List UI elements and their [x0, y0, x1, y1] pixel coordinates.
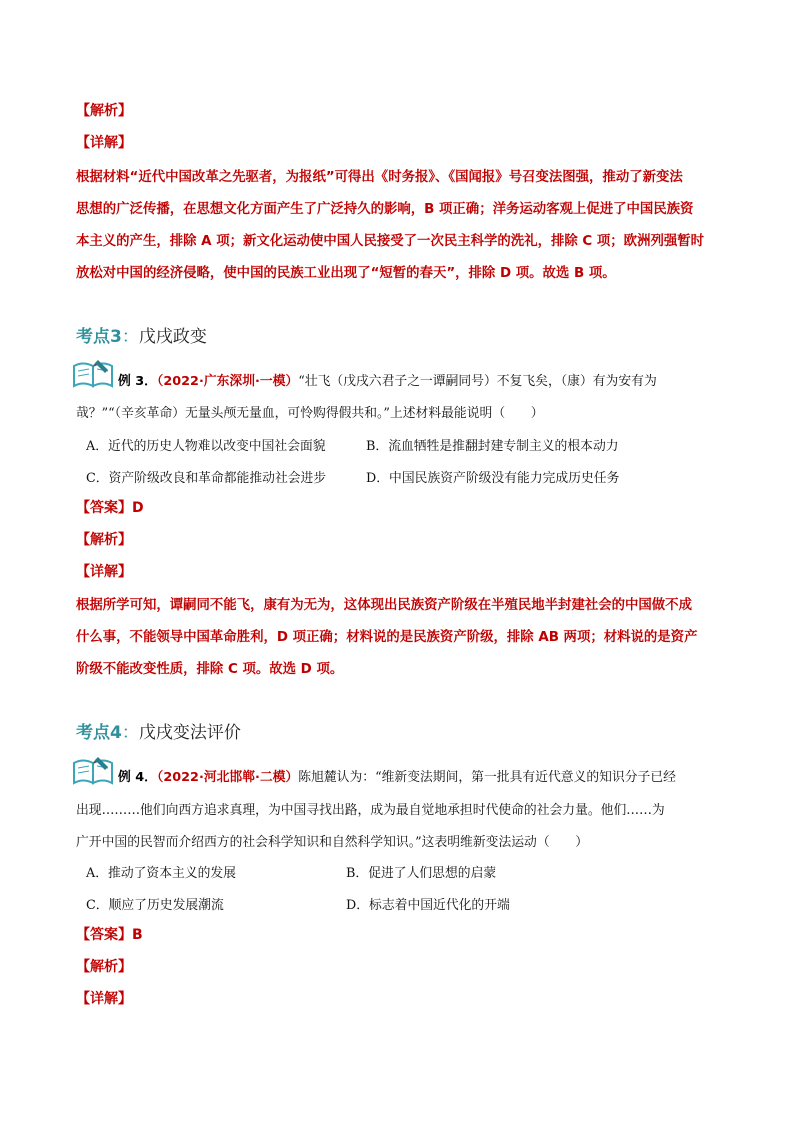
question-4-line-3: 广开中国的民智而介绍西方的社会科学知识和自然科学知识。”这表明维新变法运动（ ）: [76, 835, 589, 850]
heading-title: 戊戌政变: [138, 327, 207, 347]
heading-label: 考点: [76, 723, 110, 743]
option-a: A．近代的历史人物难以改变中国社会面貌: [86, 439, 326, 454]
question-3-line-1: [118, 370, 657, 389]
heading-colon: ：: [121, 327, 139, 347]
heading-colon: ：: [121, 723, 139, 743]
detail-line: 放松对中国的经济侵略，使中国的民族工业出现了“短暂的春天”，排除 D 项。故选 B 项。: [76, 266, 616, 281]
book-pen-icon: [72, 358, 114, 388]
detail-line: 什么事，不能领导中国革命胜利，D 项正确；材料说的是民族资产阶级，排除 AB 两项；材料说的是资产: [76, 630, 698, 645]
detail-label: 【详解】: [76, 564, 132, 580]
option-b: B．促进了人们思想的启蒙: [346, 866, 497, 881]
analysis-label: 【解析】: [76, 532, 132, 548]
book-pen-icon: [72, 755, 114, 785]
detail-line: 本主义的产生，排除 A 项；新文化运动使中国人民接受了一次民主科学的洗礼，排除 C 项；欧洲列强暂时: [76, 234, 705, 249]
question-text: 陈旭麓认为：“维新变法期间，第一批具有近代意义的知识分子已经: [298, 770, 676, 785]
example-label: 例 3．: [118, 374, 157, 389]
example-source: （2022·广东深圳·一模）: [156, 374, 299, 389]
detail-label: 【详解】: [76, 991, 132, 1007]
question-4-line-2: 出现………他们向西方追求真理，为中国寻找出路，成为最自觉地承担时代使命的社会力量。他们……为: [76, 803, 665, 818]
heading-number: 4: [110, 723, 122, 743]
question-4-line-1: [118, 766, 676, 785]
analysis-label: 【解析】: [76, 103, 132, 119]
detail-label: 【详解】: [76, 135, 132, 151]
answer-label: 【答案】D: [76, 500, 144, 516]
section-heading-3: [76, 322, 207, 347]
detail-line: 根据所学可知，谭嗣同不能飞，康有为无为，这体现出民族资产阶级在半殖民地半封建社会的中国做不成: [76, 598, 692, 613]
option-b: B．流血牺牲是推翻封建专制主义的根本动力: [366, 439, 619, 454]
option-a: A．推动了资本主义的发展: [86, 866, 237, 881]
example-source: （2022·河北邯郸·二模）: [156, 770, 299, 785]
heading-title: 戊戌变法评价: [138, 723, 241, 743]
example-label: 例 4．: [118, 770, 157, 785]
option-c: C．资产阶级改良和革命都能推动社会进步: [86, 471, 327, 486]
question-3-line-2: 哉？”“（辛亥革命）无量头颅无量血，可怜购得假共和。”上述材料最能说明（ ）: [76, 406, 544, 421]
option-d: D．标志着中国近代化的开端: [346, 898, 510, 913]
analysis-label: 【解析】: [76, 959, 132, 975]
detail-line: 根据材料“近代中国改革之先驱者，为报纸”可得出《时务报》、《国闻报》号召变法图强，推动了新变法: [76, 170, 683, 185]
question-text: “壮飞（戊戌六君子之一谭嗣同号）不复飞矣，（康）有为安有为: [298, 374, 657, 389]
heading-number: 3: [110, 327, 122, 347]
option-c: C．顺应了历史发展潮流: [86, 898, 224, 913]
option-d: D．中国民族资产阶级没有能力完成历史任务: [366, 471, 620, 486]
detail-line: 阶级不能改变性质，排除 C 项。故选 D 项。: [76, 662, 344, 677]
answer-label: 【答案】B: [76, 927, 143, 943]
detail-line: 思想的广泛传播，在思想文化方面产生了广泛持久的影响，B 项正确；洋务运动客观上促进了中国民族资: [76, 202, 694, 217]
section-heading-4: [76, 718, 241, 743]
heading-label: 考点: [76, 327, 110, 347]
